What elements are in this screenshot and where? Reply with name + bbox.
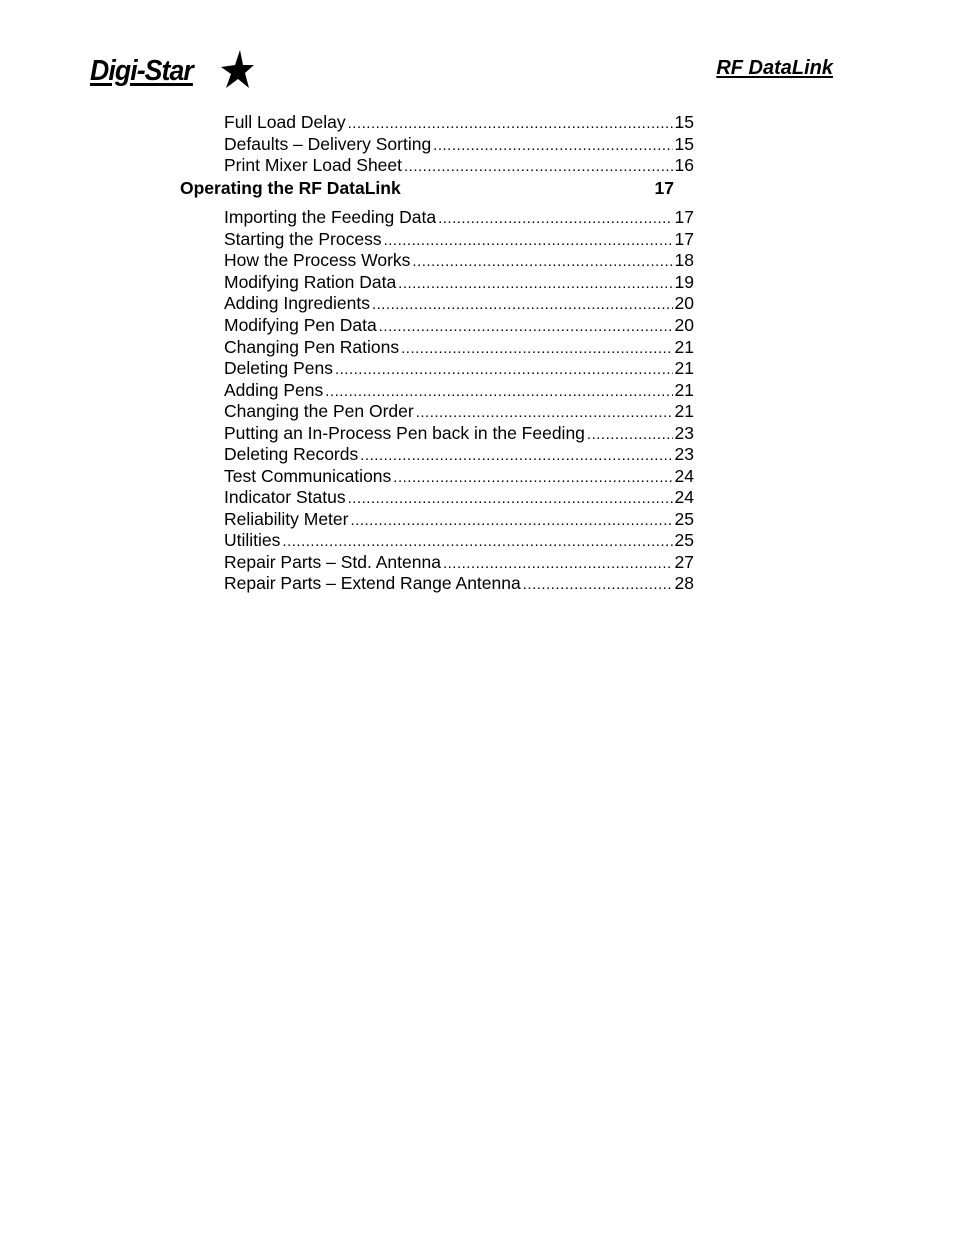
toc-section-page: 17 [654, 178, 674, 198]
toc-leader-dots [433, 135, 672, 156]
toc-entry-page: 23 [674, 444, 694, 464]
toc-entry-label: Modifying Pen Data [224, 315, 377, 335]
toc-leader-dots [443, 553, 673, 574]
toc-entry[interactable] [224, 423, 694, 444]
toc-entry-label: Changing Pen Rations [224, 337, 400, 357]
toc-entry-label: Starting the Process [224, 229, 382, 249]
toc-entry-page: 21 [674, 401, 694, 421]
toc-entry-page: 20 [674, 315, 694, 335]
toc-entry[interactable] [224, 272, 694, 293]
toc-entry-page: 25 [674, 530, 694, 550]
toc-entry-page: 27 [674, 552, 694, 572]
toc-entry-label: Repair Parts – Std. Antenna [224, 552, 441, 572]
toc-leader-dots [348, 113, 673, 134]
toc-leader-dots [384, 230, 673, 251]
toc-leader-dots [416, 402, 673, 423]
toc-leader-dots [412, 251, 672, 272]
toc-entry-label: Repair Parts – Extend Range Antenna [224, 573, 521, 593]
toc-entry-label: Reliability Meter [224, 509, 349, 529]
toc-leader-dots [401, 338, 672, 359]
toc-entry-page: 21 [674, 380, 694, 400]
toc-entry-label: Full Load Delay [224, 112, 346, 132]
toc-entry-page: 15 [674, 112, 694, 132]
toc-entry-label: Deleting Records [224, 444, 359, 464]
toc-entry[interactable] [224, 155, 694, 176]
toc-section-label: Operating the RF DataLink [180, 178, 401, 198]
toc-entry-page: 24 [674, 487, 694, 507]
digi-star-logo [90, 48, 202, 94]
toc-entry[interactable] [224, 573, 694, 594]
toc-entry-page: 23 [674, 423, 694, 443]
toc-leader-dots [348, 488, 673, 509]
toc-section-heading[interactable] [180, 177, 674, 199]
toc-entry[interactable] [224, 509, 694, 530]
toc-entry-label: Putting an In-Process Pen back in the Feeding [224, 423, 585, 443]
toc-entry-label: Utilities [224, 530, 281, 550]
toc-entry[interactable] [224, 315, 694, 336]
toc-entry-label: Print Mixer Load Sheet [224, 155, 403, 175]
toc-entry-page: 24 [674, 466, 694, 486]
toc-entry[interactable] [224, 293, 694, 314]
toc-entry-page: 15 [674, 134, 694, 154]
toc-entry-page: 21 [674, 358, 694, 378]
toc-entry[interactable] [224, 401, 694, 422]
toc-entry-label: Adding Ingredients [224, 293, 370, 313]
toc-entry[interactable] [224, 487, 694, 508]
toc-entry[interactable] [224, 444, 694, 465]
toc-entry-page: 20 [674, 293, 694, 313]
logo-text: Digi-Star [90, 54, 193, 87]
toc-entry-label: Defaults – Delivery Sorting [224, 134, 432, 154]
document-title: RF DataLink [716, 57, 833, 79]
toc-leader-dots [404, 156, 673, 177]
toc-entry-label: Changing the Pen Order [224, 401, 414, 421]
toc-entry-label: Deleting Pens [224, 358, 333, 378]
toc-entry-label: Adding Pens [224, 380, 324, 400]
toc-entry-label: Modifying Ration Data [224, 272, 397, 292]
toc-entry-label: Importing the Feeding Data [224, 207, 437, 227]
toc-entry-page: 19 [674, 272, 694, 292]
toc-entry-page: 16 [674, 155, 694, 175]
toc-entry[interactable] [224, 250, 694, 271]
toc-leader-dots [372, 294, 673, 315]
toc-leader-dots [438, 208, 672, 229]
toc-leader-dots [379, 316, 673, 337]
toc-entry[interactable] [224, 358, 694, 379]
toc-entry-label: How the Process Works [224, 250, 411, 270]
toc-entry[interactable] [224, 380, 694, 401]
toc-leader-dots [587, 424, 673, 445]
toc-entry-page: 17 [674, 207, 694, 227]
toc-leader-dots [325, 381, 672, 402]
toc-leader-dots [335, 359, 673, 380]
toc-leader-dots [360, 445, 672, 466]
toc-leader-dots [398, 273, 672, 294]
toc-entry-label: Test Communications [224, 466, 392, 486]
toc-entry[interactable] [224, 530, 694, 551]
toc-entry[interactable] [224, 466, 694, 487]
toc-entry-page: 17 [674, 229, 694, 249]
toc-entry[interactable] [224, 552, 694, 573]
toc-entry-page: 21 [674, 337, 694, 357]
star-icon [210, 48, 254, 92]
toc-entry-label: Indicator Status [224, 487, 346, 507]
toc-entry-page: 18 [674, 250, 694, 270]
toc-leader-dots [350, 510, 672, 531]
toc-leader-dots [523, 574, 673, 595]
toc-entry[interactable] [224, 134, 694, 155]
toc-entry[interactable] [224, 337, 694, 358]
toc-entry[interactable] [224, 207, 694, 228]
toc-leader-dots [393, 467, 672, 488]
toc-leader-dots [282, 531, 672, 552]
toc-entry[interactable] [224, 112, 694, 133]
toc-entry-page: 25 [674, 509, 694, 529]
toc-entry[interactable] [224, 229, 694, 250]
toc-entry-page: 28 [674, 573, 694, 593]
